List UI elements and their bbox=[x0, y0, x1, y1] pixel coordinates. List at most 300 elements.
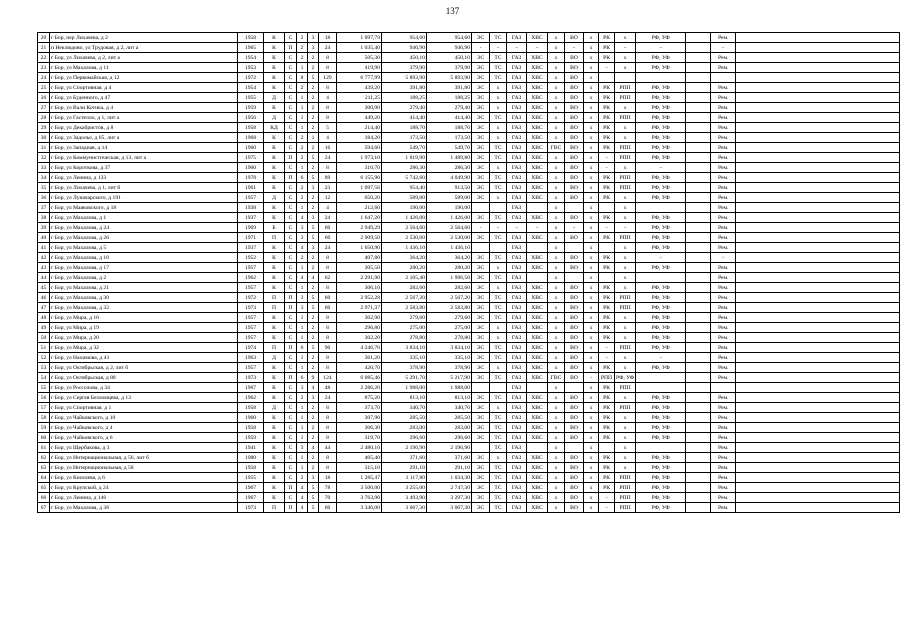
table-cell: ТС bbox=[490, 473, 507, 483]
table-cell bbox=[636, 443, 686, 453]
table-row bbox=[38, 263, 900, 273]
table-cell: 20 bbox=[38, 33, 50, 43]
table-cell: 1 bbox=[297, 463, 308, 473]
table-cell: РК bbox=[599, 253, 615, 263]
table-cell: ВО bbox=[565, 473, 584, 483]
table-cell: 1974 bbox=[238, 343, 264, 353]
table-cell: РФ, УФ bbox=[636, 423, 686, 433]
table-cell: РФ, УФ bbox=[636, 243, 686, 253]
table-cell: Рем. bbox=[711, 93, 736, 103]
table-row bbox=[38, 183, 900, 193]
table-cell: х bbox=[548, 243, 565, 253]
table-cell bbox=[686, 413, 711, 423]
table-cell: ХВС bbox=[527, 283, 548, 293]
table-cell: х bbox=[584, 83, 599, 93]
table-cell: 8 bbox=[319, 353, 337, 363]
table-cell: ТС bbox=[490, 443, 507, 453]
table-cell: 8 bbox=[319, 463, 337, 473]
table-cell: х bbox=[584, 363, 599, 373]
table-cell: 44 bbox=[319, 443, 337, 453]
table-cell: ТС bbox=[490, 393, 507, 403]
table-row bbox=[38, 423, 900, 433]
table-cell: 2 bbox=[308, 363, 319, 373]
table-cell: х bbox=[548, 173, 565, 183]
table-cell: К bbox=[264, 43, 285, 53]
table-cell: РК bbox=[599, 183, 615, 193]
table-cell: РК bbox=[599, 453, 615, 463]
table-cell: х bbox=[490, 403, 507, 413]
table-cell: х bbox=[548, 343, 565, 353]
table-cell: х bbox=[584, 183, 599, 193]
table-cell: 275,00 bbox=[427, 323, 472, 333]
table-cell: 813,10 bbox=[427, 393, 472, 403]
table-cell: х bbox=[584, 93, 599, 103]
table-cell: 5 bbox=[308, 153, 319, 163]
table-row bbox=[38, 193, 900, 203]
table-cell: 1 bbox=[297, 63, 308, 73]
table-cell: ВО bbox=[565, 333, 584, 343]
table-cell: РК bbox=[599, 413, 615, 423]
table-cell: ТС bbox=[490, 413, 507, 423]
table-cell: 8 bbox=[319, 283, 337, 293]
table-cell: 3 bbox=[308, 183, 319, 193]
table-cell: 2 bbox=[308, 283, 319, 293]
table-cell: 407,80 bbox=[337, 253, 382, 263]
table-cell: 1973 bbox=[238, 373, 264, 383]
table-cell: ГАЗ bbox=[507, 483, 527, 493]
table-cell: С bbox=[285, 463, 297, 473]
table-cell: г Бор, ул Задолье, д 65, лит а bbox=[50, 133, 238, 143]
table-cell: К bbox=[264, 143, 285, 153]
table-cell bbox=[615, 73, 636, 83]
table-row bbox=[38, 443, 900, 453]
table-cell: х bbox=[584, 143, 599, 153]
table-cell: 1 097,56 bbox=[337, 183, 382, 193]
table-cell: 8 bbox=[319, 453, 337, 463]
table-cell: ТС bbox=[490, 433, 507, 443]
table-cell: ХВС bbox=[527, 103, 548, 113]
table-cell: 8 bbox=[319, 103, 337, 113]
table-cell: ХВС bbox=[527, 213, 548, 223]
table-cell: ХВС bbox=[527, 303, 548, 313]
table-cell: - bbox=[527, 223, 548, 233]
table-cell: ХВС bbox=[527, 353, 548, 363]
table-cell: 1959 bbox=[238, 103, 264, 113]
table-cell bbox=[736, 353, 900, 363]
table-cell: ГАЗ bbox=[507, 473, 527, 483]
table-cell: 2 105,40 bbox=[382, 273, 427, 283]
table-cell bbox=[711, 383, 736, 393]
table-cell: ТС bbox=[490, 143, 507, 153]
table-cell: 1961 bbox=[238, 183, 264, 193]
table-cell: 282,60 bbox=[382, 283, 427, 293]
table-cell: РК bbox=[599, 173, 615, 183]
table-cell: г Бор, ул Интернациональная, д 58 bbox=[50, 463, 238, 473]
table-cell: ХВС bbox=[527, 63, 548, 73]
table-cell: ВО bbox=[565, 343, 584, 353]
table-cell: х bbox=[584, 43, 599, 53]
table-cell: ХВС bbox=[527, 433, 548, 443]
table-cell: х bbox=[584, 293, 599, 303]
table-cell: х bbox=[548, 273, 565, 283]
table-cell: х bbox=[615, 263, 636, 273]
table-cell: ВО bbox=[565, 463, 584, 473]
table-cell: ВО bbox=[565, 283, 584, 293]
table-cell: РФ, УФ bbox=[636, 483, 686, 493]
table-cell: г Бор, ул Россолова, д 34 bbox=[50, 383, 238, 393]
table-cell: х bbox=[548, 293, 565, 303]
table-cell: х bbox=[615, 103, 636, 113]
table-cell: Рем. bbox=[711, 133, 736, 143]
table-cell bbox=[686, 123, 711, 133]
table-cell: х bbox=[548, 113, 565, 123]
table-cell: К bbox=[264, 183, 285, 193]
table-cell: ГАЗ bbox=[507, 403, 527, 413]
table-cell: 379,90 bbox=[382, 63, 427, 73]
table-cell: 8 bbox=[297, 73, 308, 83]
table-cell bbox=[472, 383, 490, 393]
table-cell: г Бор, ул Декабристов, д 8 bbox=[50, 123, 238, 133]
table-cell: ГАЗ bbox=[507, 453, 527, 463]
table-cell: РПП bbox=[615, 303, 636, 313]
table-cell: 5 bbox=[308, 223, 319, 233]
table-cell: 2 196,90 bbox=[382, 443, 427, 453]
table-cell: 30 bbox=[38, 133, 50, 143]
table-cell: 1 988,00 bbox=[382, 383, 427, 393]
table-cell: 23 bbox=[38, 63, 50, 73]
table-cell: П bbox=[285, 43, 297, 53]
table-cell: 2 583,80 bbox=[382, 303, 427, 313]
table-cell: ХВС bbox=[527, 503, 548, 513]
table-cell bbox=[736, 383, 900, 393]
table-cell: Д bbox=[264, 193, 285, 203]
table-cell bbox=[686, 433, 711, 443]
table-cell: 1962 bbox=[238, 393, 264, 403]
table-cell: 2 bbox=[297, 83, 308, 93]
table-cell: 48 bbox=[319, 383, 337, 393]
table-row bbox=[38, 83, 900, 93]
table-cell: х bbox=[490, 193, 507, 203]
table-cell: 65 bbox=[38, 483, 50, 493]
table-cell: 9 bbox=[308, 373, 319, 383]
table-cell: ВО bbox=[565, 123, 584, 133]
table-cell: х bbox=[490, 263, 507, 273]
table-cell: ГАЗ bbox=[507, 273, 527, 283]
table-cell: РФ, УФ bbox=[636, 53, 686, 63]
table-cell: ЭС bbox=[472, 333, 490, 343]
table-cell: 2 564,60 bbox=[382, 223, 427, 233]
table-cell: 954,60 bbox=[382, 33, 427, 43]
table-cell: ЭС bbox=[472, 83, 490, 93]
table-cell: 2 bbox=[308, 453, 319, 463]
table-cell: х bbox=[584, 323, 599, 333]
table-cell: х bbox=[584, 263, 599, 273]
table-cell: ХВС bbox=[527, 293, 548, 303]
table-cell: 24 bbox=[319, 213, 337, 223]
table-cell: РК bbox=[599, 293, 615, 303]
table-cell: ТС bbox=[490, 483, 507, 493]
table-cell: ВО bbox=[565, 313, 584, 323]
table-cell: ВО bbox=[565, 83, 584, 93]
table-cell bbox=[686, 223, 711, 233]
table-cell: х bbox=[548, 233, 565, 243]
table-cell bbox=[686, 63, 711, 73]
table-cell: 63 bbox=[38, 463, 50, 473]
table-cell: г Бор, ул Интернациональная, д 56, лит б bbox=[50, 453, 238, 463]
table-cell: г Бор, ул Нахимова, д 41 bbox=[50, 353, 238, 363]
table-row bbox=[38, 113, 900, 123]
table-cell: 2 286,20 bbox=[337, 383, 382, 393]
table-cell: РФ, УФ bbox=[636, 63, 686, 73]
table-cell: 4 bbox=[297, 243, 308, 253]
table-cell: 302,90 bbox=[337, 313, 382, 323]
table-cell: ХВС bbox=[527, 323, 548, 333]
table-cell bbox=[490, 203, 507, 213]
table-cell: г Бор, ул Лихачева, д 1, лит б bbox=[50, 183, 238, 193]
table-cell: г Бор, пер Лихачева, д 2 bbox=[50, 33, 238, 43]
table-cell: РФ, УФ bbox=[636, 323, 686, 333]
table-cell: ХВС bbox=[527, 453, 548, 463]
table-cell bbox=[736, 163, 900, 173]
table-cell: ЭС bbox=[472, 453, 490, 463]
table-row bbox=[38, 143, 900, 153]
table-cell: х bbox=[548, 403, 565, 413]
table-cell: РК bbox=[599, 463, 615, 473]
table-cell: РПП bbox=[615, 403, 636, 413]
table-cell: 2 bbox=[308, 163, 319, 173]
table-cell: РПП bbox=[615, 343, 636, 353]
table-cell: х bbox=[584, 483, 599, 493]
table-cell: 1 bbox=[297, 123, 308, 133]
table-cell: ЭС bbox=[472, 173, 490, 183]
table-cell: х bbox=[584, 103, 599, 113]
table-cell: г Бор, ул Махалова, д 24 bbox=[50, 223, 238, 233]
table-cell: х bbox=[584, 343, 599, 353]
table-cell: х bbox=[548, 193, 565, 203]
table-cell: 67 bbox=[38, 503, 50, 513]
table-cell: 1953 bbox=[238, 63, 264, 73]
table-cell bbox=[736, 233, 900, 243]
table-cell: 1962 bbox=[238, 273, 264, 283]
table-cell: С bbox=[285, 323, 297, 333]
table-cell: 875,20 bbox=[337, 393, 382, 403]
table-row bbox=[38, 393, 900, 403]
table-cell: ГАЗ bbox=[507, 183, 527, 193]
table-cell: Рем. bbox=[711, 333, 736, 343]
table-cell: ЭС bbox=[472, 493, 490, 503]
table-cell: г Бор, ул Киселева, д 6 bbox=[50, 473, 238, 483]
table-cell bbox=[736, 33, 900, 43]
table-cell: х bbox=[548, 443, 565, 453]
table-cell: г Бор, ул Махалова, д 1 bbox=[50, 213, 238, 223]
table-row bbox=[38, 43, 900, 53]
table-cell: ТС bbox=[490, 343, 507, 353]
table-cell: 306,30 bbox=[337, 423, 382, 433]
table-cell: 214,40 bbox=[337, 123, 382, 133]
table-row bbox=[38, 213, 900, 223]
table-cell: К bbox=[264, 33, 285, 43]
table-cell: 300,90 bbox=[337, 103, 382, 113]
table-cell: 1957 bbox=[238, 323, 264, 333]
table-cell bbox=[686, 33, 711, 43]
table-cell: - bbox=[599, 223, 615, 233]
table-cell: 1 436,10 bbox=[382, 243, 427, 253]
table-cell bbox=[472, 203, 490, 213]
table-cell bbox=[736, 463, 900, 473]
table-cell: РК bbox=[599, 123, 615, 133]
table-cell: 4 049,90 bbox=[427, 173, 472, 183]
table-cell: х bbox=[615, 163, 636, 173]
table-cell: К bbox=[264, 363, 285, 373]
table-cell: С bbox=[285, 333, 297, 343]
table-cell: ХВС bbox=[527, 143, 548, 153]
table-cell: РФ, УФ bbox=[636, 263, 686, 273]
table-cell bbox=[686, 443, 711, 453]
table-cell: Рем. bbox=[711, 283, 736, 293]
table-cell: 2 583,80 bbox=[427, 303, 472, 313]
table-cell: х bbox=[615, 63, 636, 73]
table-cell bbox=[736, 403, 900, 413]
table-cell bbox=[736, 393, 900, 403]
table-cell: х bbox=[584, 153, 599, 163]
table-row bbox=[38, 153, 900, 163]
table-cell bbox=[686, 233, 711, 243]
table-cell: ГАЗ bbox=[507, 83, 527, 93]
table-cell: ХВС bbox=[527, 163, 548, 173]
table-cell: 6 bbox=[297, 373, 308, 383]
table-cell: 391,80 bbox=[427, 83, 472, 93]
table-cell: 278,80 bbox=[382, 333, 427, 343]
table-cell: 8 bbox=[319, 333, 337, 343]
table-cell: К bbox=[264, 173, 285, 183]
table-cell: х bbox=[548, 433, 565, 443]
table-cell: х bbox=[548, 313, 565, 323]
table-cell: 282,60 bbox=[427, 283, 472, 293]
table-cell: 52 bbox=[38, 353, 50, 363]
table-cell: 310,70 bbox=[337, 163, 382, 173]
table-cell: х bbox=[584, 313, 599, 323]
table-cell: х bbox=[584, 443, 599, 453]
table-cell bbox=[736, 173, 900, 183]
table-cell: х bbox=[548, 83, 565, 93]
table-cell: К bbox=[264, 483, 285, 493]
table-cell: х bbox=[490, 363, 507, 373]
table-cell: х bbox=[615, 213, 636, 223]
table-cell: 589,00 bbox=[382, 193, 427, 203]
table-cell: 2 bbox=[308, 203, 319, 213]
table-cell: 549,70 bbox=[382, 143, 427, 153]
table-cell: ГАЗ bbox=[507, 323, 527, 333]
table-cell: 62 bbox=[38, 453, 50, 463]
table-cell: ГАЗ bbox=[507, 73, 527, 83]
table-cell: 1958 bbox=[238, 423, 264, 433]
table-cell: ГАЗ bbox=[507, 303, 527, 313]
table-cell: х bbox=[490, 323, 507, 333]
table-cell: х bbox=[584, 173, 599, 183]
table-cell: х bbox=[490, 93, 507, 103]
table-cell: РПП bbox=[615, 293, 636, 303]
table-row bbox=[38, 273, 900, 283]
table-cell: ГАЗ bbox=[507, 153, 527, 163]
table-cell: ХВС bbox=[527, 93, 548, 103]
table-cell: П bbox=[285, 293, 297, 303]
table-cell bbox=[736, 333, 900, 343]
table-cell: х bbox=[548, 263, 565, 273]
table-cell: П bbox=[285, 153, 297, 163]
table-cell: 954,60 bbox=[427, 33, 472, 43]
table-cell bbox=[527, 243, 548, 253]
table-cell: 405,40 bbox=[337, 453, 382, 463]
table-cell: РФ, УФ bbox=[636, 133, 686, 143]
table-cell: х bbox=[490, 133, 507, 143]
table-cell bbox=[736, 153, 900, 163]
table-cell bbox=[686, 493, 711, 503]
table-cell: 420,70 bbox=[337, 363, 382, 373]
table-cell: С bbox=[285, 353, 297, 363]
table-cell: ВО bbox=[565, 33, 584, 43]
table-cell: ТС bbox=[490, 63, 507, 73]
table-cell: ЭС bbox=[472, 133, 490, 143]
table-cell: 24 bbox=[38, 73, 50, 83]
table-cell: 340,70 bbox=[427, 403, 472, 413]
table-cell: Рем. bbox=[711, 373, 736, 383]
table-cell: РФ, УФ bbox=[636, 393, 686, 403]
table-cell bbox=[736, 283, 900, 293]
table-cell: 1954 bbox=[238, 53, 264, 63]
table-cell: 1 650,90 bbox=[337, 243, 382, 253]
table-cell: 5 bbox=[308, 483, 319, 493]
table-cell: х bbox=[584, 233, 599, 243]
table-row bbox=[38, 333, 900, 343]
table-cell: 3 bbox=[308, 43, 319, 53]
table-cell: ЭС bbox=[472, 63, 490, 73]
table-cell: ЭС bbox=[472, 323, 490, 333]
table-cell: Рем. bbox=[711, 403, 736, 413]
table-cell bbox=[686, 173, 711, 183]
table-cell: К bbox=[264, 473, 285, 483]
table-cell: х bbox=[584, 333, 599, 343]
table-cell: г Бор, ул Мира, д 19 bbox=[50, 323, 238, 333]
table-cell: 286,30 bbox=[382, 163, 427, 173]
table-cell: ГАЗ bbox=[507, 133, 527, 143]
table-cell: 1978 bbox=[238, 173, 264, 183]
table-cell: ГАЗ bbox=[507, 243, 527, 253]
table-cell: х bbox=[584, 353, 599, 363]
table-cell: 1 bbox=[297, 113, 308, 123]
table-cell: 1 117,80 bbox=[382, 473, 427, 483]
table-cell: ХВС bbox=[527, 413, 548, 423]
table-row bbox=[38, 323, 900, 333]
table-cell bbox=[736, 373, 900, 383]
table-cell: ГАЗ bbox=[507, 203, 527, 213]
table-cell: РК bbox=[599, 283, 615, 293]
table-cell: х bbox=[584, 223, 599, 233]
table-cell: 3 834,10 bbox=[427, 343, 472, 353]
table-cell: К bbox=[264, 413, 285, 423]
table-cell: 188,70 bbox=[382, 123, 427, 133]
table-cell: ХВС bbox=[527, 483, 548, 493]
table-cell: 60 bbox=[319, 503, 337, 513]
table-cell: г Бор, ул Щербакова, д 3 bbox=[50, 443, 238, 453]
table-cell: РК bbox=[599, 213, 615, 223]
table-cell: Рем. bbox=[711, 423, 736, 433]
table-cell: ХВС bbox=[527, 343, 548, 353]
table-cell: 34 bbox=[38, 173, 50, 183]
table-cell: ХВС bbox=[527, 133, 548, 143]
table-cell: - bbox=[636, 43, 686, 53]
table-cell: 32 bbox=[38, 153, 50, 163]
table-cell: К bbox=[264, 453, 285, 463]
